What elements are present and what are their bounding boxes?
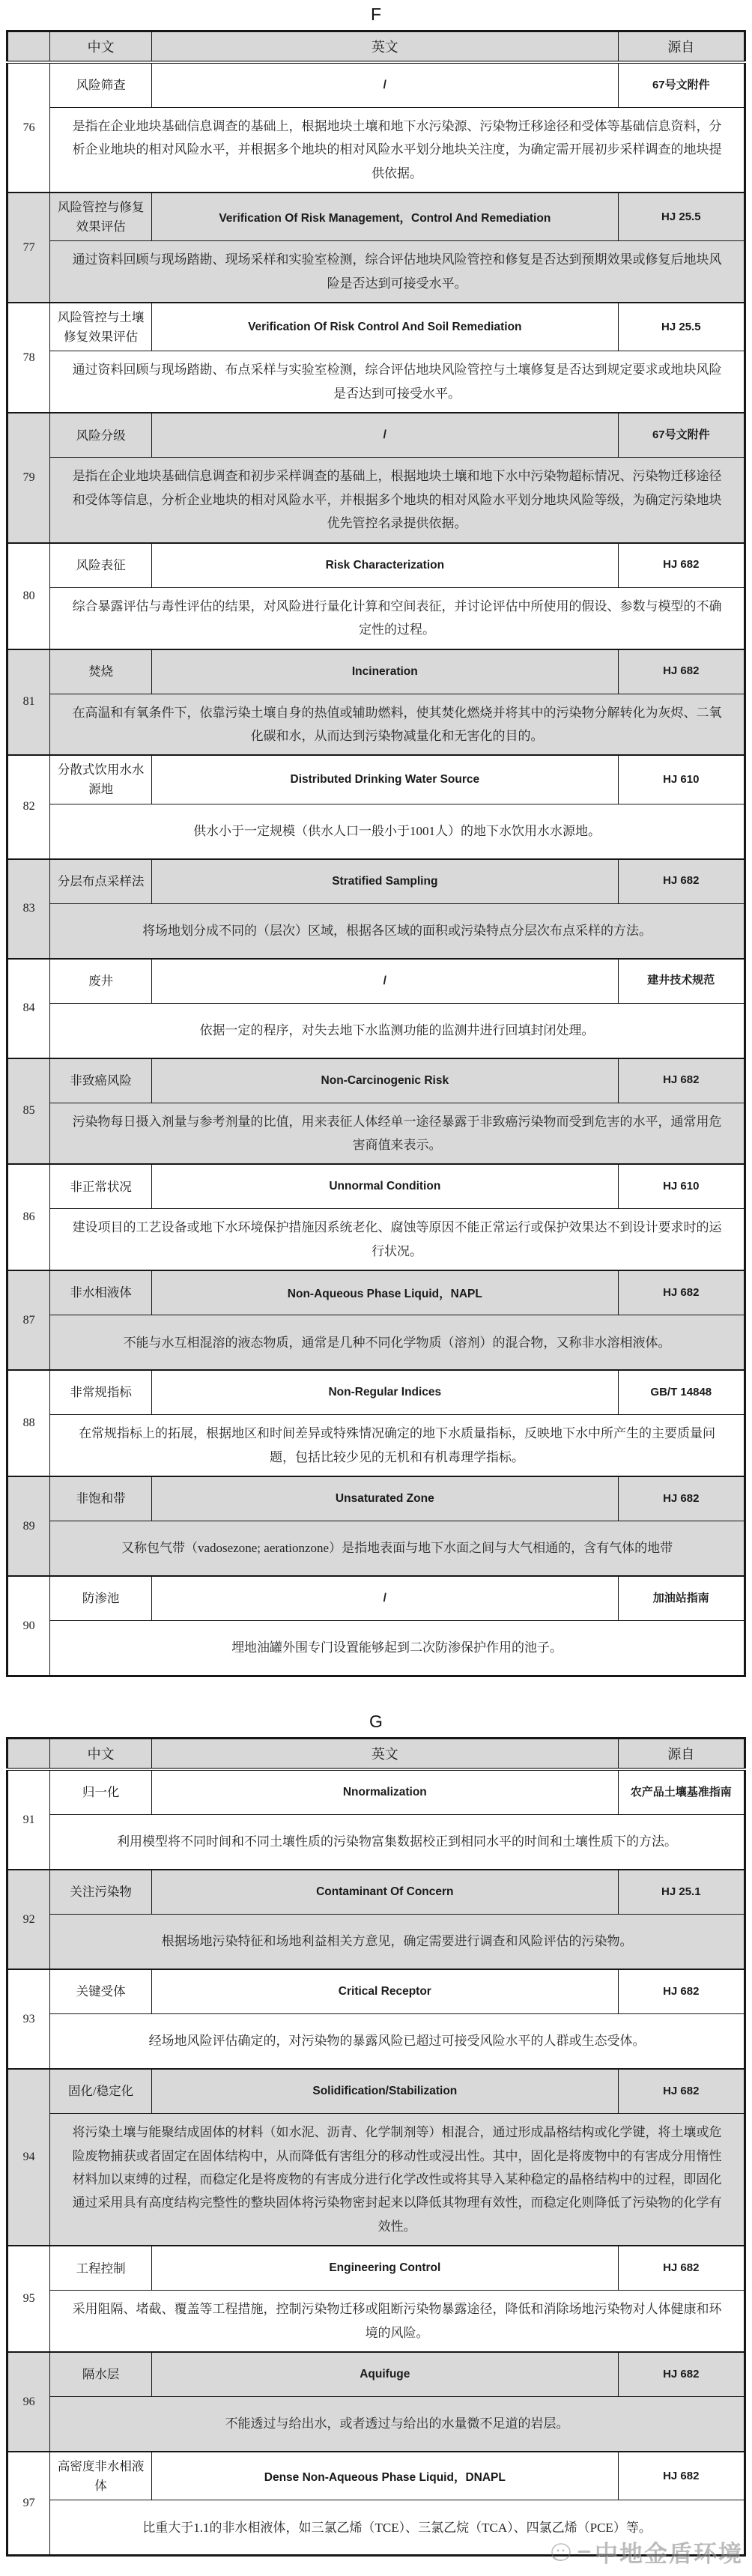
row-number-cell: 97 [7,2452,50,2556]
english-term-cell: Non-Regular Indices [152,1370,619,1415]
chinese-term-cell: 高密度非水相液体 [50,2452,152,2500]
chinese-term-cell: 关键受体 [50,1969,152,2014]
row-number-cell: 94 [7,2069,50,2246]
glossary-term-row [7,1969,745,2014]
glossary-term-row [7,303,745,351]
english-term-cell: Verification Of Risk Management，Control And Remediation [152,193,619,241]
glossary-term-row [7,62,745,108]
glossary-definition-row [7,587,745,649]
watermark-text: 中地金盾环境 [595,2541,743,2568]
definition-cell: 根据场地污染特征和场地利益相关方意见，确定需要进行调查和风险评估的污染物。 [50,1915,745,1970]
header-blank-cell [7,1739,50,1770]
source-cell: HJ 25.5 [618,303,745,351]
chinese-term-cell: 关注污染物 [50,1870,152,1915]
header-english: 英文 [152,31,619,63]
row-number-cell: 92 [7,1870,50,1969]
header-source: 源自 [618,31,745,63]
glossary-term-row [7,1370,745,1415]
glossary-definition-row [7,694,745,755]
definition-cell: 在高温和有氧条件下，依靠污染土壤自身的热值或辅助燃料，使其焚化燃烧并将其中的污染物分解转化为灰烬、二氧化碳和水，从而达到污染物减量化和无害化的目的。 [50,694,745,755]
glossary-definition-row [7,1621,745,1676]
english-term-cell: / [152,959,619,1004]
english-term-cell: / [152,413,619,458]
chinese-term-cell: 废井 [50,959,152,1004]
english-term-cell: Stratified Sampling [152,859,619,904]
row-number-cell: 89 [7,1476,50,1576]
row-number-cell: 85 [7,1058,50,1165]
source-cell: 67号文附件 [618,413,745,458]
source-cell: HJ 682 [618,2246,745,2291]
row-number-cell: 78 [7,303,50,413]
definition-cell: 将污染土壤与能聚结成固体的材料（如水泥、沥青、化学制剂等）相混合，通过形成晶格结构或化学键，将土壤或危险废物捕获或者固定在固体结构中，从而降低有害组分的移动性或浸出性。其中，固化是将废物中的有害成分用惰性材料加以束缚的过程，而稳定化是将废物的有害成分进行化学改性或将其导入某种稳定的晶格结构中的过程，即固化通过采用具有高度结构完整性的整块固体将污染物密封起来以降低其物理有效性，而稳定化则降低了污染物的化学有效性。 [50,2114,745,2246]
chinese-term-cell: 非常规指标 [50,1370,152,1415]
source-cell: HJ 682 [618,1270,745,1315]
english-term-cell: Nnormalization [152,1769,619,1815]
chinese-term-cell: 工程控制 [50,2246,152,2291]
english-term-cell: Contaminant Of Concern [152,1870,619,1915]
english-term-cell: Unsaturated Zone [152,1476,619,1521]
source-cell: HJ 25.1 [618,1870,745,1915]
definition-cell: 不能与水互相混溶的液态物质，通常是几种不同化学物质（溶剂）的混合物，又称非水溶相液体。 [50,1315,745,1371]
glossary-term-row [7,1164,745,1209]
definition-cell: 通过资料回顾与现场踏勘、现场采样和实验室检测，综合评估地块风险管控和修复是否达到预期效果或修复后地块风险是否达到可接受水平。 [50,241,745,303]
glossary-definition-row [7,903,745,959]
definition-cell: 建设项目的工艺设备或地下水环境保护措施因系统老化、腐蚀等原因不能正常运行或保护效果达不到设计要求时的运行状况。 [50,1209,745,1270]
row-number-cell: 90 [7,1576,50,1676]
chinese-term-cell: 风险管控与土壤修复效果评估 [50,303,152,351]
definition-cell: 污染物每日摄入剂量与参考剂量的比值，用来表征人体经单一途径暴露于非致癌污染物而受到危害的水平，通常用危害商值来表示。 [50,1103,745,1164]
definition-cell: 将场地划分成不同的（层次）区域，根据各区域的面积或污染特点分层次布点采样的方法。 [50,903,745,959]
english-term-cell: Critical Receptor [152,1969,619,2014]
glossary-definition-row [7,1915,745,1970]
glossary-definition-row [7,108,745,193]
glossary-term-row [7,2352,745,2397]
row-number-cell: 84 [7,959,50,1058]
row-number-cell: 88 [7,1370,50,1476]
glossary-term-row [7,543,745,588]
glossary-definition-row [7,2014,745,2070]
glossary-term-row [7,1058,745,1103]
header-english: 英文 [152,1739,619,1770]
definition-cell: 又称包气带（vadosezone; aerationzone）是指地表面与地下水面之间与大气相通的，含有气体的地带 [50,1521,745,1577]
definition-cell: 不能透过与给出水，或者透过与给出的水量微不足道的岩层。 [50,2397,745,2452]
header-blank-cell [7,31,50,63]
table-header-g [7,1739,745,1770]
glossary-definition-row [7,1003,745,1058]
row-number-cell: 83 [7,859,50,959]
glossary-definition-row [7,2397,745,2452]
source-cell: HJ 610 [618,1164,745,1209]
row-number-cell: 80 [7,543,50,649]
glossary-term-row [7,193,745,241]
glossary-definition-row [7,458,745,543]
definition-cell: 依据一定的程序，对失去地下水监测功能的监测井进行回填封闭处理。 [50,1003,745,1058]
glossary-term-row [7,1476,745,1521]
english-term-cell: Unnormal Condition [152,1164,619,1209]
english-term-cell: Non-Carcinogenic Risk [152,1058,619,1103]
chinese-term-cell: 风险分级 [50,413,152,458]
row-number-cell: 81 [7,649,50,756]
glossary-definition-row [7,1315,745,1371]
glossary-term-row [7,1270,745,1315]
glossary-table-g-wrap [6,1737,746,2568]
source-cell: HJ 682 [618,2352,745,2397]
source-cell: HJ 682 [618,2069,745,2114]
english-term-cell: Distributed Drinking Water Source [152,755,619,804]
chinese-term-cell: 非正常状况 [50,1164,152,1209]
definition-cell: 比重大于1.1的非水相液体，如三氯乙烯（TCE）、三氯乙烷（TCA）、四氯乙烯（PCE）等。 [50,2500,745,2556]
english-term-cell: Dense Non-Aqueous Phase Liquid，DNAPL [152,2452,619,2500]
english-term-cell: / [152,1576,619,1621]
english-term-cell: Verification Of Risk Control And Soil Remediation [152,303,619,351]
source-cell: HJ 682 [618,1058,745,1103]
chinese-term-cell: 风险表征 [50,543,152,588]
glossary-definition-row [7,351,745,413]
chinese-term-cell: 风险筛查 [50,62,152,108]
table-header-f [7,31,745,63]
header-chinese: 中文 [50,31,152,63]
source-cell: HJ 682 [618,2452,745,2500]
english-term-cell: Incineration [152,649,619,694]
definition-cell: 经场地风险评估确定的，对污染物的暴露风险已超过可接受风险水平的人群或生态受体。 [50,2014,745,2070]
chinese-term-cell: 焚烧 [50,649,152,694]
row-number-cell: 93 [7,1969,50,2069]
definition-cell: 是指在企业地块基础信息调查和初步采样调查的基础上，根据地块土壤和地下水中污染物超标情况、污染物迁移途径和受体等信息，分析企业地块的相对风险水平，并根据多个地块的相对风险水平划分地块风险等级，为确定污染地块优先管控名录提供依据。 [50,458,745,543]
source-cell: HJ 25.5 [618,193,745,241]
row-number-cell: 82 [7,755,50,858]
row-number-cell: 96 [7,2352,50,2452]
definition-cell: 通过资料回顾与现场踏勘、布点采样与实验室检测，综合评估地块风险管控与土壤修复是否达到规定要求或地块风险是否达到可接受水平。 [50,351,745,413]
glossary-definition-row [7,2291,745,2352]
english-term-cell: Non-Aqueous Phase Liquid，NAPL [152,1270,619,1315]
glossary-table-g [6,1737,746,2557]
definition-cell: 采用阻隔、堵截、覆盖等工程措施，控制污染物迁移或阻断污染物暴露途径，降低和消除场地污染物对人体健康和环境的风险。 [50,2291,745,2352]
glossary-definition-row [7,2114,745,2246]
glossary-definition-row [7,241,745,303]
english-term-cell: Solidification/Stabilization [152,2069,619,2114]
glossary-term-row [7,2069,745,2114]
chinese-term-cell: 固化/稳定化 [50,2069,152,2114]
glossary-term-row [7,1870,745,1915]
definition-cell: 综合暴露评估与毒性评估的结果，对风险进行量化计算和空间表征，并讨论评估中所使用的假设、参数与模型的不确定性的过程。 [50,587,745,649]
glossary-definition-row [7,1209,745,1270]
chinese-term-cell: 分散式饮用水水源地 [50,755,152,804]
english-term-cell: Aquifuge [152,2352,619,2397]
table-body-f [7,62,745,1676]
glossary-table-f-wrap [6,30,746,1677]
table-body-g [7,1769,745,2556]
glossary-term-row [7,2452,745,2500]
glossary-definition-row [7,1815,745,1870]
header-chinese: 中文 [50,1739,152,1770]
glossary-definition-row [7,1415,745,1476]
glossary-term-row [7,2246,745,2291]
glossary-term-row [7,1769,745,1815]
glossary-table-f [6,30,746,1677]
row-number-cell: 86 [7,1164,50,1270]
glossary-term-row [7,959,745,1004]
row-number-cell: 79 [7,413,50,542]
english-term-cell: Engineering Control [152,2246,619,2291]
source-cell: 农产品土壤基准指南 [618,1769,745,1815]
source-cell: GB/T 14848 [618,1370,745,1415]
glossary-term-row [7,649,745,694]
row-number-cell: 77 [7,193,50,303]
row-number-cell: 87 [7,1270,50,1370]
source-cell: HJ 682 [618,859,745,904]
section-letter-f: F [370,4,382,24]
glossary-term-row [7,755,745,804]
chinese-term-cell: 非饱和带 [50,1476,152,1521]
glossary-definition-row [7,1521,745,1577]
chinese-term-cell: 风险管控与修复效果评估 [50,193,152,241]
row-number-cell: 76 [7,62,50,193]
chinese-term-cell: 防渗池 [50,1576,152,1621]
chinese-term-cell: 分层布点采样法 [50,859,152,904]
source-cell: 建井技术规范 [618,959,745,1004]
source-cell: HJ 610 [618,755,745,804]
chinese-term-cell: 归一化 [50,1769,152,1815]
source-cell: HJ 682 [618,1969,745,2014]
row-number-cell: 91 [7,1769,50,1870]
header-source: 源自 [618,1739,745,1770]
source-cell: 67号文附件 [618,62,745,108]
chinese-term-cell: 隔水层 [50,2352,152,2397]
english-term-cell: / [152,62,619,108]
english-term-cell: Risk Characterization [152,543,619,588]
row-number-cell: 95 [7,2246,50,2352]
glossary-definition-row [7,804,745,859]
source-cell: 加油站指南 [618,1576,745,1621]
definition-cell: 利用模型将不同时间和不同土壤性质的污染物富集数据校正到相同水平的时间和土壤性质下的方法。 [50,1815,745,1870]
glossary-term-row [7,1576,745,1621]
source-cell: HJ 682 [618,649,745,694]
glossary-term-row [7,859,745,904]
definition-cell: 在常规指标上的拓展，根据地区和时间差异或特殊情况确定的地下水质量指标，反映地下水中所产生的主要质量问题，包括比较少见的无机和有机毒理学指标。 [50,1415,745,1476]
chinese-term-cell: 非水相液体 [50,1270,152,1315]
chinese-term-cell: 非致癌风险 [50,1058,152,1103]
definition-cell: 是指在企业地块基础信息调查的基础上，根据地块土壤和地下水污染源、污染物迁移途径和受体等基础信息资料，分析企业地块的相对风险水平，并根据多个地块的相对风险水平划分地块关注度，为确定需开展初步采样调查的地块提供依据。 [50,108,745,193]
glossary-term-row [7,413,745,458]
glossary-definition-row [7,2500,745,2556]
glossary-definition-row [7,1103,745,1164]
section-letter-g: G [369,1712,383,1732]
definition-cell: 供水小于一定规模（供水人口一般小于1001人）的地下水饮用水水源地。 [50,804,745,859]
source-cell: HJ 682 [618,1476,745,1521]
source-cell: HJ 682 [618,543,745,588]
definition-cell: 埋地油罐外围专门设置能够起到二次防渗保护作用的池子。 [50,1621,745,1676]
